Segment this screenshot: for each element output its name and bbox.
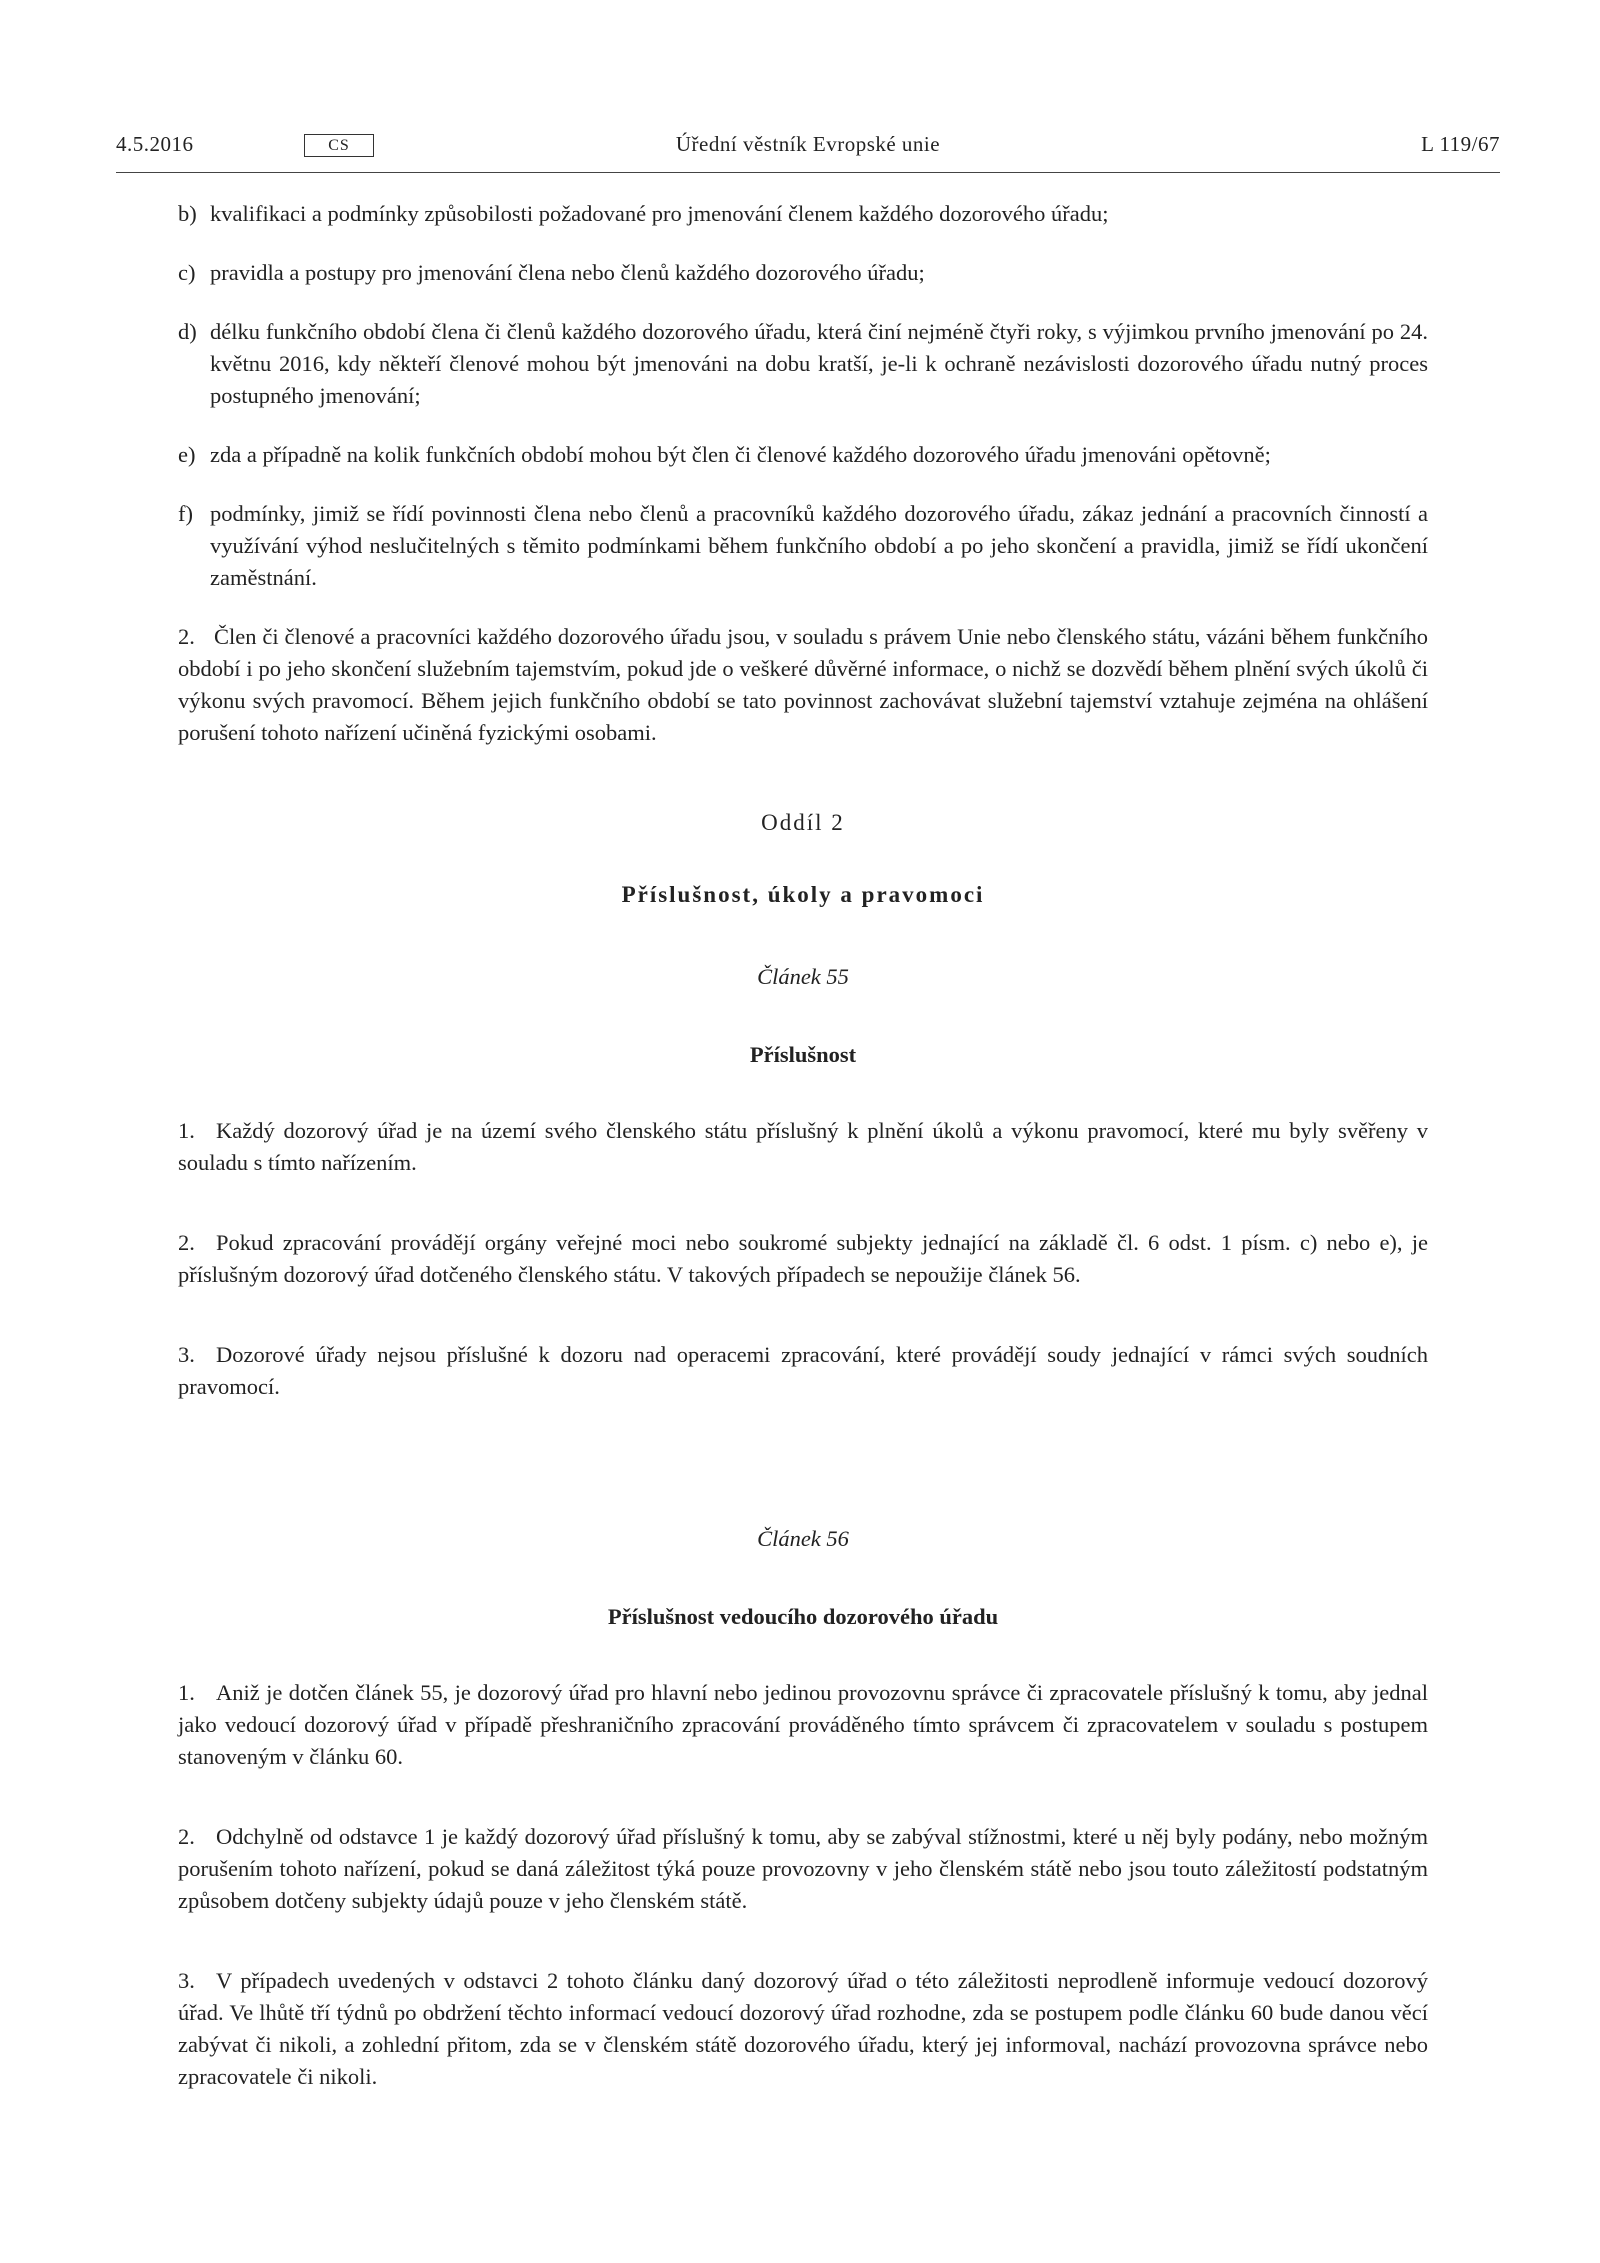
paragraph-number: 3. <box>178 1968 195 1993</box>
article-paragraph <box>178 1339 1428 1403</box>
list-item-label: c) <box>178 260 196 285</box>
page-reference: L 119/67 <box>1421 132 1500 156</box>
paragraph-number: 2. <box>178 1230 195 1255</box>
paragraph-text: Pokud zpracování provádějí orgány veřejné moci nebo soukromé subjekty jednající na základě čl. 6 odst. 1 písm. c) nebo e), je příslušným dozorový úřad dotčeného členského státu. V takových případech se nepoužije článek 56. <box>178 1230 1428 1287</box>
article-label: Článek 55 <box>757 964 849 989</box>
document-body <box>178 198 1428 2141</box>
paragraph-text: V případech uvedených v odstavci 2 tohoto článku daný dozorový úřad o této záležitosti neprodleně informuje vedoucí dozorový úřad. Ve lhůtě tří týdnů po obdržení těchto informací vedoucí dozorový úřad rozhodne, zda se postupem podle článku 60 bude danou věcí zabývat či nikoli, a zohlední přitom, zda se v členském státě dozorového úřadu, který jej informoval, nachází provozovna správce nebo zpracovatele či nikoli. <box>178 1968 1428 2089</box>
article-title: Příslušnost vedoucího dozorového úřadu <box>607 1604 999 1629</box>
language-badge: CS <box>304 134 374 157</box>
paragraph-number: 3. <box>178 1342 195 1367</box>
paragraph <box>178 621 1428 749</box>
paragraph-number: 1. <box>178 1680 195 1705</box>
list-item-label: b) <box>178 201 197 226</box>
article-paragraph <box>178 1677 1428 1773</box>
list-item <box>178 257 1428 289</box>
list-item-text: zda a případně na kolik funkčních období mohou být člen či členové každého dozorového úřadu jmenováni opětovně; <box>210 442 1271 467</box>
list-item-text: délku funkčního období člena či členů každého dozorového úřadu, která činí nejméně čtyři roky, s výjimkou prvního jmenování po 24. květnu 2016, kdy někteří členové mohou být jmenováni na dobu kratší, je-li k ochraně nezávislosti dozorového úřadu nutný proces postupného jmenování; <box>210 319 1428 408</box>
list-item-label: f) <box>178 501 193 526</box>
paragraph-text: Dozorové úřady nejsou příslušné k dozoru nad operacemi zpracování, které provádějí soudy jednající v rámci svých soudních pravomocí. <box>178 1342 1428 1399</box>
paragraph-text: Člen či členové a pracovníci každého dozorového úřadu jsou, v souladu s právem Unie nebo členského státu, vázáni během funkčního období i po jeho skončení služebním tajemstvím, pokud jde o veškeré důvěrné informace, o nichž se dozvědí během plnění svých úkolů či výkonu svých pravomocí. Během jejich funkčního období se tato povinnost zachovávat služební tajemství vztahuje zejména na ohlášení porušení tohoto nařízení učiněná fyzickými osobami. <box>178 624 1428 745</box>
spacer <box>178 1451 1428 1523</box>
paragraph-text: Aniž je dotčen článek 55, je dozorový úřad pro hlavní nebo jedinou provozovnu správce či zpracovatele příslušný k tomu, aby jednal jako vedoucí dozorový úřad v případě přeshraničního zpracování prováděného tímto správcem či zpracovatelem v souladu s postupem stanoveným v článku 60. <box>178 1680 1428 1769</box>
list-item-text: podmínky, jimiž se řídí povinnosti člena nebo členů a pracovníků každého dozorového úřadu, zákaz jednání a pracovních činností a využívání výhod neslučitelných s těmito podmínkami během funkčního období a po jeho skončení a pravidla, jimiž se řídí ukončení zaměstnání. <box>210 501 1428 590</box>
article-paragraph <box>178 1821 1428 1917</box>
article-paragraph <box>178 1227 1428 1291</box>
header-rule <box>116 172 1500 173</box>
publication-date: 4.5.2016 <box>116 132 194 156</box>
paragraph-text: Každý dozorový úřad je na území svého členského státu příslušný k plnění úkolů a výkonu pravomocí, které mu byly svěřeny v souladu s tímto nařízením. <box>178 1118 1428 1175</box>
paragraph-number: 1. <box>178 1118 195 1143</box>
list-item <box>178 439 1428 471</box>
article-label: Článek 56 <box>757 1526 849 1551</box>
article-title: Příslušnost <box>749 1042 857 1067</box>
list-item-text: pravidla a postupy pro jmenování člena nebo členů každého dozorového úřadu; <box>210 260 925 285</box>
list-item-label: e) <box>178 442 196 467</box>
list-item <box>178 198 1428 230</box>
article-paragraph <box>178 1115 1428 1179</box>
paragraph-number: 2. <box>178 624 195 649</box>
paragraph-number: 2. <box>178 1824 195 1849</box>
article-paragraph <box>178 1965 1428 2093</box>
paragraph-text: Odchylně od odstavce 1 je každý dozorový úřad příslušný k tomu, aby se zabýval stížnostmi, které u něj byly podány, nebo možným porušením tohoto nařízení, pokud se daná záležitost týká pouze provozovny v jeho členském státě nebo jsou touto záležitostí podstatným způsobem dotčeny subjekty údajů pouze v jeho členském státě. <box>178 1824 1428 1913</box>
journal-title: Úřední věstník Evropské unie <box>675 132 941 156</box>
list-item-text: kvalifikaci a podmínky způsobilosti požadované pro jmenování členem každého dozorového úřadu; <box>210 201 1109 226</box>
section-label: Oddíl 2 <box>761 810 845 835</box>
page-header <box>116 128 1500 162</box>
list-item-label: d) <box>178 319 197 344</box>
list-item <box>178 316 1428 412</box>
section-title: Příslušnost, úkoly a pravomoci <box>621 882 985 907</box>
list-item <box>178 498 1428 594</box>
